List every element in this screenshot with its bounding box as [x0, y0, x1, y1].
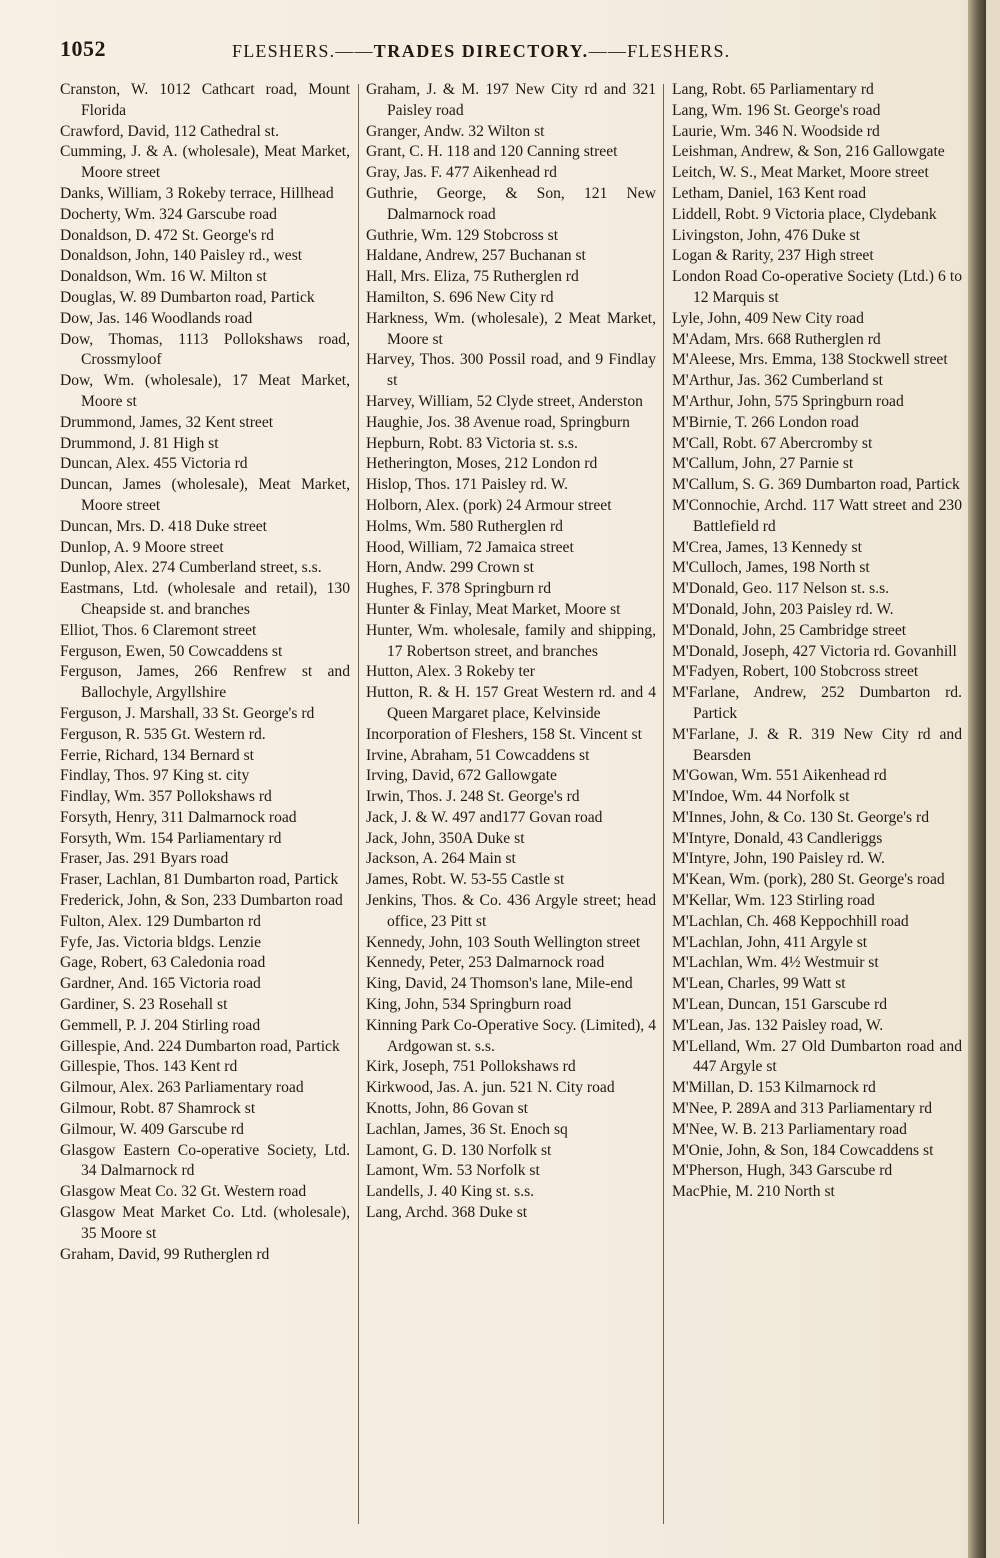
directory-entry: Cumming, J. & A. (wholesale), Meat Market, Moore street	[60, 143, 350, 182]
directory-entry: Kennedy, Peter, 253 Dalmarnock road	[366, 954, 605, 972]
directory-entry: M'Nee, P. 289A and 313 Parliamentary rd	[672, 1100, 933, 1118]
directory-entry: Haldane, Andrew, 257 Buchanan st	[366, 247, 586, 265]
directory-entry: Crawford, David, 112 Cathedral st.	[60, 122, 279, 140]
column-divider	[358, 84, 359, 1524]
directory-entry: Incorporation of Fleshers, 158 St. Vincent st	[366, 725, 642, 743]
directory-entry: King, John, 534 Springburn road	[366, 996, 572, 1014]
directory-entry: M'Donald, John, 203 Paisley rd. W.	[672, 600, 894, 618]
directory-entry: Hood, William, 72 Jamaica street	[366, 538, 574, 556]
directory-entry: Ferguson, Ewen, 50 Cowcaddens st	[60, 642, 283, 660]
directory-entry: Gilmour, Robt. 87 Shamrock st	[60, 1100, 256, 1118]
directory-entry: Horn, Andw. 299 Crown st	[366, 559, 534, 577]
directory-entry: M'Callum, S. G. 369 Dumbarton road, Partick	[672, 476, 960, 494]
directory-entry: Lang, Wm. 196 St. George's road	[672, 101, 881, 119]
directory-entry: Jack, J. & W. 497 and177 Govan road	[366, 808, 603, 826]
directory-entry: Hall, Mrs. Eliza, 75 Rutherglen rd	[366, 268, 579, 286]
directory-entry: Gilmour, Alex. 263 Parliamentary road	[60, 1079, 304, 1097]
directory-entry: Letham, Daniel, 163 Kent road	[672, 184, 866, 202]
directory-entry: Granger, Andw. 32 Wilton st	[366, 122, 545, 140]
directory-entry: M'Nee, W. B. 213 Parliamentary road	[672, 1120, 907, 1138]
directory-entry: Dunlop, A. 9 Moore street	[60, 538, 224, 556]
directory-entry: Ferguson, James, 266 Renfrew st and Ballochyle, Argyllshire	[60, 663, 350, 702]
directory-entry: Livingston, John, 476 Duke st	[672, 226, 860, 244]
directory-entry: Gilmour, W. 409 Garscube rd	[60, 1120, 244, 1138]
directory-entry: Leishman, Andrew, & Son, 216 Gallowgate	[672, 143, 945, 161]
directory-entry: Dow, Jas. 146 Woodlands road	[60, 309, 253, 327]
directory-column-3	[672, 80, 962, 1203]
directory-entry: Dow, Wm. (wholesale), 17 Meat Market, Moore st	[60, 372, 350, 410]
directory-entry: Guthrie, Wm. 129 Stobcross st	[366, 226, 559, 244]
directory-entry: M'Intyre, John, 190 Paisley rd. W.	[672, 850, 885, 868]
directory-entry: M'Onie, John, & Son, 184 Cowcaddens st	[672, 1141, 934, 1159]
directory-entry: Drummond, James, 32 Kent street	[60, 413, 274, 431]
directory-entry: Graham, David, 99 Rutherglen rd	[60, 1245, 270, 1263]
directory-entry: Hunter, Wm. wholesale, family and shipping, 17 Robertson street, and branches	[366, 621, 656, 660]
directory-entry: M'Intyre, Donald, 43 Candleriggs	[672, 829, 883, 847]
directory-entry: James, Robt. W. 53-55 Castle st	[366, 871, 565, 889]
directory-entry: Dow, Thomas, 1113 Pollokshaws road, Crossmyloof	[60, 330, 350, 369]
directory-entry: Holms, Wm. 580 Rutherglen rd	[366, 517, 563, 535]
directory-entry: M'Lachlan, John, 411 Argyle st	[672, 933, 868, 951]
directory-entry: Harvey, William, 52 Clyde street, Anderston	[366, 392, 643, 410]
directory-entry: Donaldson, Wm. 16 W. Milton st	[60, 268, 267, 286]
directory-entry: Gardiner, S. 23 Rosehall st	[60, 996, 228, 1014]
directory-entry: Fulton, Alex. 129 Dumbarton rd	[60, 912, 261, 930]
directory-entry: Elliot, Thos. 6 Claremont street	[60, 621, 257, 639]
directory-entry: Donaldson, John, 140 Paisley rd., west	[60, 247, 303, 265]
directory-entry: M'Call, Robt. 67 Abercromby st	[672, 434, 873, 452]
directory-entry: M'Arthur, Jas. 362 Cumberland st	[672, 372, 883, 390]
directory-entry: Guthrie, George, & Son, 121 New Dalmarnock road	[366, 184, 656, 223]
page-number: 1052	[60, 36, 106, 61]
directory-entry: Findlay, Wm. 357 Pollokshaws rd	[60, 788, 272, 806]
directory-entry: Hamilton, S. 696 New City rd	[366, 288, 554, 306]
directory-entry: M'Kean, Wm. (pork), 280 St. George's road	[672, 871, 945, 889]
directory-entry: M'Crea, James, 13 Kennedy st	[672, 538, 862, 556]
directory-entry: Gillespie, Thos. 143 Kent rd	[60, 1058, 238, 1076]
directory-entry: Forsyth, Wm. 154 Parliamentary rd	[60, 829, 282, 847]
directory-entry: Lamont, G. D. 130 Norfolk st	[366, 1141, 552, 1159]
directory-entry: Fraser, Jas. 291 Byars road	[60, 850, 229, 868]
directory-entry: King, David, 24 Thomson's lane, Mile-end	[366, 975, 633, 993]
directory-entry: M'Callum, John, 27 Parnie st	[672, 455, 854, 473]
directory-entry: Donaldson, D. 472 St. George's rd	[60, 226, 274, 244]
directory-entry: Duncan, James (wholesale), Meat Market, Moore street	[60, 476, 350, 514]
directory-entry: Docherty, Wm. 324 Garscube road	[60, 205, 277, 223]
directory-entry: Grant, C. H. 118 and 120 Canning street	[366, 143, 618, 161]
directory-entry: Haughie, Jos. 38 Avenue road, Springburn	[366, 413, 630, 431]
directory-entry: M'Birnie, T. 266 London road	[672, 413, 859, 431]
directory-entry: Gemmell, P. J. 204 Stirling road	[60, 1016, 261, 1034]
running-head-right: FLESHERS.	[627, 41, 731, 61]
directory-entry: Graham, J. & M. 197 New City rd and 321 Paisley road	[366, 81, 656, 119]
directory-entry: Lang, Archd. 368 Duke st	[366, 1204, 528, 1222]
directory-entry: Eastmans, Ltd. (wholesale and retail), 130 Cheapside st. and branches	[60, 580, 350, 618]
directory-entry: Hughes, F. 378 Springburn rd	[366, 580, 552, 598]
directory-entry: M'Culloch, James, 198 North st	[672, 559, 870, 577]
directory-entry: M'Lachlan, Ch. 468 Keppochhill road	[672, 912, 909, 930]
directory-entry: Harvey, Thos. 300 Possil road, and 9 Findlay st	[366, 351, 656, 390]
directory-entry: Logan & Rarity, 237 High street	[672, 247, 874, 265]
directory-entry: Cranston, W. 1012 Cathcart road, Mount Florida	[60, 81, 350, 119]
directory-entry: Gardner, And. 165 Victoria road	[60, 975, 261, 993]
directory-entry: Jack, John, 350A Duke st	[366, 829, 525, 847]
directory-entry: Holborn, Alex. (pork) 24 Armour street	[366, 496, 612, 514]
directory-entry: Forsyth, Henry, 311 Dalmarnock road	[60, 808, 297, 826]
directory-entry: MacPhie, M. 210 North st	[672, 1183, 835, 1201]
directory-entry: Ferguson, J. Marshall, 33 St. George's rd	[60, 704, 315, 722]
directory-entry: Hislop, Thos. 171 Paisley rd. W.	[366, 476, 569, 494]
directory-entry: Irvine, Abraham, 51 Cowcaddens st	[366, 746, 590, 764]
directory-entry: Danks, William, 3 Rokeby terrace, Hillhead	[60, 184, 334, 202]
directory-entry: Kirk, Joseph, 751 Pollokshaws rd	[366, 1058, 576, 1076]
directory-entry: Hunter & Finlay, Meat Market, Moore st	[366, 600, 621, 618]
directory-entry: Gage, Robert, 63 Caledonia road	[60, 954, 266, 972]
directory-entry: M'Gowan, Wm. 551 Aikenhead rd	[672, 767, 887, 785]
directory-entry: Liddell, Robt. 9 Victoria place, Clydebank	[672, 205, 937, 223]
directory-entry: Hutton, R. & H. 157 Great Western rd. and 4 Queen Margaret place, Kelvinside	[366, 684, 656, 722]
running-head-rule-right: ——	[588, 41, 628, 61]
directory-entry: M'Donald, John, 25 Cambridge street	[672, 621, 907, 639]
directory-entry: Lamont, Wm. 53 Norfolk st	[366, 1162, 540, 1180]
running-head-title: TRADES DIRECTORY.	[373, 41, 589, 61]
directory-entry: Kinning Park Co-Operative Socy. (Limited), 4 Ardgowan st. s.s.	[366, 1016, 656, 1055]
directory-entry: M'Connochie, Archd. 117 Watt street and 230 Battlefield rd	[672, 496, 962, 535]
directory-entry: Ferguson, R. 535 Gt. Western rd.	[60, 725, 266, 743]
directory-entry: M'Kellar, Wm. 123 Stirling road	[672, 892, 875, 910]
directory-entry: Hepburn, Robt. 83 Victoria st. s.s.	[366, 434, 578, 452]
directory-entry: Jenkins, Thos. & Co. 436 Argyle street; head office, 23 Pitt st	[366, 892, 656, 930]
directory-entry: M'Millan, D. 153 Kilmarnock rd	[672, 1079, 876, 1097]
directory-entry: Lang, Robt. 65 Parliamentary rd	[672, 81, 874, 98]
directory-entry: M'Lean, Duncan, 151 Garscube rd	[672, 996, 887, 1014]
directory-entry: M'Lachlan, Wm. 4½ Westmuir st	[672, 954, 879, 972]
running-head-left: FLESHERS.	[232, 41, 336, 61]
directory-entry: M'Innes, John, & Co. 130 St. George's rd	[672, 808, 929, 826]
directory-entry: Knotts, John, 86 Govan st	[366, 1100, 529, 1118]
directory-entry: Duncan, Alex. 455 Victoria rd	[60, 455, 248, 473]
directory-entry: Dunlop, Alex. 274 Cumberland street, s.s.	[60, 559, 322, 577]
directory-entry: M'Fadyen, Robert, 100 Stobcross street	[672, 663, 919, 681]
directory-entry: M'Pherson, Hugh, 343 Garscube rd	[672, 1162, 893, 1180]
page-header	[60, 36, 960, 72]
directory-entry: Harkness, Wm. (wholesale), 2 Meat Market, Moore st	[366, 309, 656, 348]
directory-entry: Frederick, John, & Son, 233 Dumbarton road	[60, 892, 343, 910]
directory-entry: Douglas, W. 89 Dumbarton road, Partick	[60, 288, 315, 306]
directory-entry: Kirkwood, Jas. A. jun. 521 N. City road	[366, 1079, 615, 1097]
directory-entry: Drummond, J. 81 High st	[60, 434, 219, 452]
directory-column-1	[60, 80, 350, 1265]
directory-entry: M'Lelland, Wm. 27 Old Dumbarton road and 447 Argyle st	[672, 1037, 962, 1076]
directory-entry: Leitch, W. S., Meat Market, Moore street	[672, 164, 929, 182]
directory-entry: M'Lean, Jas. 132 Paisley road, W.	[672, 1016, 884, 1034]
directory-entry: M'Donald, Geo. 117 Nelson st. s.s.	[672, 580, 890, 598]
directory-entry: M'Farlane, J. & R. 319 New City rd and Bearsden	[672, 725, 962, 764]
directory-entry: M'Indoe, Wm. 44 Norfolk st	[672, 788, 850, 806]
directory-entry: Lachlan, James, 36 St. Enoch sq	[366, 1120, 568, 1138]
directory-entry: M'Lean, Charles, 99 Watt st	[672, 975, 846, 993]
directory-entry: Jackson, A. 264 Main st	[366, 850, 516, 868]
directory-entry: Glasgow Eastern Co-operative Society, Ltd. 34 Dalmarnock rd	[60, 1141, 350, 1180]
directory-entry: Hetherington, Moses, 212 London rd	[366, 455, 598, 473]
running-head-rule-left: ——	[335, 41, 374, 61]
directory-entry: M'Adam, Mrs. 668 Rutherglen rd	[672, 330, 881, 348]
directory-column-2	[366, 80, 656, 1224]
directory-entry: M'Aleese, Mrs. Emma, 138 Stockwell street	[672, 351, 948, 369]
directory-entry: Lyle, John, 409 New City road	[672, 309, 864, 327]
directory-entry: Gillespie, And. 224 Dumbarton road, Partick	[60, 1037, 340, 1055]
directory-entry: M'Donald, Joseph, 427 Victoria rd. Govanhill	[672, 642, 957, 660]
directory-entry: M'Farlane, Andrew, 252 Dumbarton rd. Partick	[672, 684, 962, 722]
directory-entry: Landells, J. 40 King st. s.s.	[366, 1183, 535, 1201]
directory-entry: Glasgow Meat Co. 32 Gt. Western road	[60, 1183, 307, 1201]
directory-entry: Ferrie, Richard, 134 Bernard st	[60, 746, 255, 764]
directory-entry: Duncan, Mrs. D. 418 Duke street	[60, 517, 268, 535]
directory-entry: M'Arthur, John, 575 Springburn road	[672, 392, 904, 410]
directory-entry: Gray, Jas. F. 477 Aikenhead rd	[366, 164, 557, 182]
directory-entry: Hutton, Alex. 3 Rokeby ter	[366, 663, 535, 681]
directory-entry: Kennedy, John, 103 South Wellington street	[366, 933, 641, 951]
directory-entry: Irving, David, 672 Gallowgate	[366, 767, 557, 785]
directory-entry: Glasgow Meat Market Co. Ltd. (wholesale), 35 Moore st	[60, 1204, 350, 1242]
directory-entry: Findlay, Thos. 97 King st. city	[60, 767, 250, 785]
directory-entry: Laurie, Wm. 346 N. Woodside rd	[672, 122, 880, 140]
directory-entry: Irwin, Thos. J. 248 St. George's rd	[366, 788, 580, 806]
directory-entry: Fraser, Lachlan, 81 Dumbarton road, Partick	[60, 871, 339, 889]
column-divider	[663, 84, 664, 1524]
facing-page-edge	[986, 0, 1000, 1558]
running-head	[232, 41, 730, 62]
directory-entry: Fyfe, Jas. Victoria bldgs. Lenzie	[60, 933, 262, 951]
directory-entry: London Road Co-operative Society (Ltd.) 6 to 12 Marquis st	[672, 268, 962, 306]
